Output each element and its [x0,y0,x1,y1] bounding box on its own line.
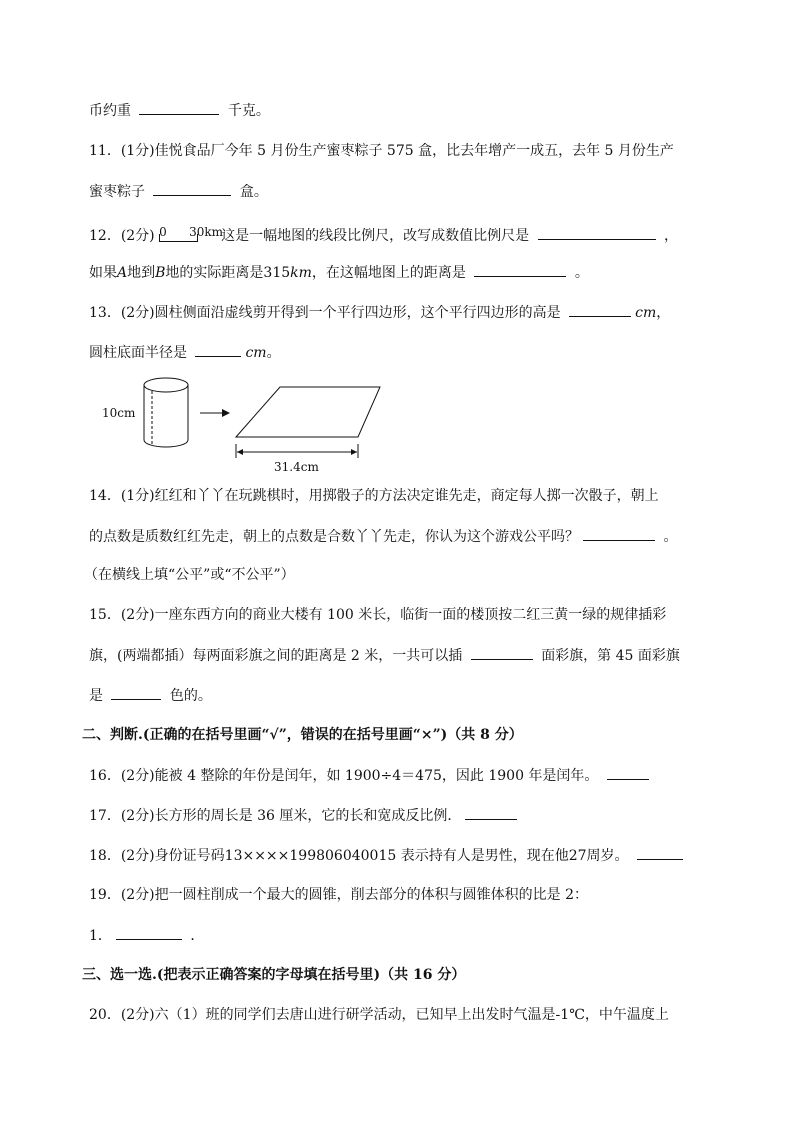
q12-answer-blank-1[interactable] [538,225,656,240]
q13-number: 13．(2分) [89,305,155,321]
q11-line2 [89,181,268,201]
q14-line2 [89,526,677,546]
q13-text1: 圆柱侧面沿虚线剪开得到一个平行四边形，这个平行四边形的高是 [154,305,561,321]
q12-line2 [89,262,589,282]
q13-line1 [89,302,670,322]
q16-answer-blank[interactable] [607,765,649,780]
section-2-heading: 二、判断.(正确的在括号里画“√”，错误的在括号里画“×”)（共 8 分） [82,727,523,743]
q19-answer-blank[interactable] [116,925,182,940]
section-3-heading: 三、选一选.(把表示正确答案的字母填在括号里)（共 16 分） [82,967,466,983]
parallelogram-base-dimension [236,444,358,458]
scale-bar-zero-label: 0 [159,225,167,239]
q15-number: 15．(2分) [89,607,155,623]
q19-text2a: 1． [89,928,112,944]
cylinder-height-label: 10cm [102,406,136,420]
q13-text2: 圆柱底面半径是 [89,345,187,361]
q11-unit: 盒。 [239,184,268,200]
scale-bar-km-label: 30km [189,225,224,239]
q12-text2c: 地的实际距离是 [165,265,264,281]
q12-var-a: A [117,265,128,281]
q14-number: 14．(1分) [89,488,155,504]
q15-answer-blank-2[interactable] [111,685,161,700]
q12-text1: 这是一幅地图的线段比例尺，改写成数值比例尺是 [221,228,530,244]
q14-text2: 的点数是质数红红先走，朝上的点数是合数丫丫先走，你认为这个游戏公平吗？ [89,529,579,545]
q13-answer-blank-2[interactable] [195,342,241,357]
q17-answer-blank[interactable] [465,805,517,820]
q14-text1: 红红和丫丫在玩跳棋时，用掷骰子的方法决定谁先走，商定每人掷一次骰子，朝上 [154,488,659,504]
q13-tail2: 。 [266,345,281,361]
q18-number: 18．(2分) [89,848,155,864]
q16-text: 能被 4 整除的年份是闰年，如 1900÷4＝475，因此 1900 年是闰年。 [154,768,599,784]
q13-line2 [89,342,281,362]
q10-answer-blank[interactable] [139,100,219,115]
transform-arrow [200,409,230,417]
q12-tail1: ， [664,228,679,244]
q16-line [89,765,653,785]
q14-line3 [84,565,295,585]
q18-line [89,845,687,865]
q19-line2 [89,925,204,945]
q14-tail2: 。 [663,529,678,545]
q13-figure [100,376,390,476]
q12-answer-blank-2[interactable] [474,262,566,277]
q11-line1 [89,141,674,161]
q19-line1 [89,885,588,905]
q14-hint: （在横线上填“公平”或“不公平”） [84,567,295,583]
q17-line [89,805,521,825]
q15-line3 [89,685,212,705]
parallelogram-base-label: 31.4cm [274,460,319,474]
q10-unit: 千克。 [227,103,270,119]
q15-line2 [89,645,680,665]
q13-tail1: ， [656,305,671,321]
q12-var-b: B [155,265,166,281]
q12-number: 12．(2分) [89,228,155,244]
q14-line1 [89,486,659,506]
q15-text1: 一座东西方向的商业大楼有 100 米长，临街一面的楼顶按二红三黄一绿的规律插彩 [154,607,667,623]
q16-number: 16．(2分) [89,768,155,784]
q12-line1 [89,225,678,245]
q19-number: 19．(2分) [89,887,155,903]
q14-answer-blank[interactable] [583,526,655,541]
q18-answer-blank[interactable] [637,845,683,860]
q15-text3a: 是 [89,688,103,704]
parallelogram-shape [236,387,380,437]
q15-line1 [89,605,666,625]
q11-number: 11．(1分) [89,143,155,159]
q10-text: 币约重 [89,103,131,119]
q10-continuation [89,100,270,120]
q17-text: 长方形的周长是 36 厘米，它的长和宽成反比例． [154,808,462,824]
q12-text2d: ，在这幅地图上的距离是 [311,265,466,281]
q12-distance-value: 315 [263,265,291,281]
scale-bar-figure [159,225,224,246]
q17-number: 17．(2分) [89,808,155,824]
q12-text2b: 地到 [127,265,156,281]
q13-unit1: cm [635,305,657,321]
q15-text2b: 面彩旗，第 45 面彩旗 [541,648,680,664]
q11-text2: 蜜枣粽子 [89,184,145,200]
q12-tail2: 。 [574,265,589,281]
q12-distance-unit: km [290,265,312,281]
q15-text3b: 色的。 [169,688,212,704]
q13-answer-blank-1[interactable] [569,302,631,317]
q13-unit2: cm [245,345,267,361]
scale-bar-segment [159,234,198,242]
q20-number: 20．(2分) [89,1007,155,1023]
q12-text2a: 如果 [89,265,117,281]
q11-text1: 佳悦食品厂今年 5 月份生产蜜枣粽子 575 盒，比去年增产一成五，去年 5 月份生产 [154,143,674,159]
q18-text: 身份证号码13××××19980604001​5 表示持有人是男性，现在他27周岁。 [154,848,629,864]
q20-line1 [89,1005,669,1025]
q15-text2a: 旗，(两端都插）每两面彩旗之间的距离是 2 米，一共可以插 [89,648,463,664]
q20-text1: 六（1）班的同学们去唐山进行研学活动，已知早上出发时气温是-1℃，中午温度上 [154,1007,669,1023]
cylinder-shape [144,378,188,447]
q19-text1: 把一圆柱削成一个最大的圆锥，削去部分的体积与圆锥体积的比是 2： [154,887,589,903]
q15-answer-blank-1[interactable] [471,645,533,660]
q19-text2b: ． [190,928,205,944]
q11-answer-blank[interactable] [153,181,231,196]
